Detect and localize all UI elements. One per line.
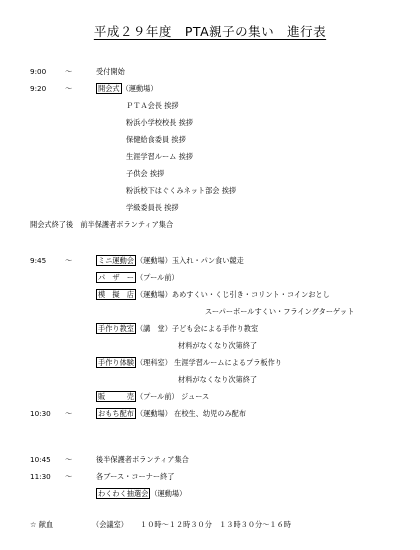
speech-item: 粉浜校下はぐくみネット部会 挨拶 <box>126 186 237 195</box>
booth-row-craft-experience: 手作り体験 （理科室） 生涯学習ルームによるプラ板作り <box>98 358 282 367</box>
dash: ～ <box>65 472 73 481</box>
time-1130: 11:30 <box>30 472 51 481</box>
booth-name-box: パ ザ ー <box>98 273 134 282</box>
speech-item: 生涯学習ルーム 挨拶 <box>126 152 193 161</box>
lottery-box: わくわく抽選会 <box>98 489 149 498</box>
booth-row-stalls-cont: スーパーボールすくい・フライングターゲット <box>205 307 355 316</box>
event-volunteer-gather: 後半保護者ボランティア集合 <box>96 455 189 464</box>
booth-row-bazaar: パ ザ ー （プール前） <box>98 273 179 282</box>
dash: ～ <box>65 67 73 76</box>
blood-donation-times: １０時～１２時３０分 １３時３０分～１６時 <box>140 520 291 529</box>
time-0920: 9:20 <box>30 84 47 93</box>
booth-row-craft-class-note: 材料がなくなり次第終了 <box>178 341 258 350</box>
event-reception: 受付開始 <box>96 67 125 76</box>
time-0900: 9:00 <box>30 67 47 76</box>
blood-donation-mark: ☆ 献血 <box>30 520 54 529</box>
page-title: 平成２９年度 PTA親子の集い 進行表 <box>93 24 327 39</box>
time-1030: 10:30 <box>30 409 51 418</box>
speech-item: 学級委員長 挨拶 <box>126 203 179 212</box>
booth-row-sales: 販 売 （プール前） ジュース <box>98 392 210 401</box>
booth-name-box: おもち配布 <box>98 409 134 418</box>
dash: ～ <box>65 256 73 265</box>
booth-name-box: 手作り教室 <box>98 324 134 333</box>
booth-row-craft-experience-note: 材料がなくなり次第終了 <box>178 375 258 384</box>
booth-name-box: 手作り体験 <box>98 358 134 367</box>
booth-name-box: 販 売 <box>98 392 134 401</box>
blood-donation-location: （会議室） <box>92 520 128 529</box>
time-1045: 10:45 <box>30 455 51 464</box>
dash: ～ <box>65 84 73 93</box>
event-booth-end: 各ブース・コーナー終了 <box>96 472 175 481</box>
booth-row-mini-sports: ミニ運動会 （運動場）玉入れ・パン食い競走 <box>98 256 244 265</box>
speech-item: ＰＴＡ会長 挨拶 <box>126 101 179 110</box>
opening-ceremony-box: 開会式 <box>98 84 120 93</box>
booth-name-box: ミニ運動会 <box>98 256 134 265</box>
after-opening-note: 開会式終了後 前半保護者ボランティア集合 <box>30 220 174 229</box>
speech-item: 保健給食委員 挨拶 <box>126 135 186 144</box>
speech-item: 粉浜小学校校長 挨拶 <box>126 118 193 127</box>
time-0945: 9:45 <box>30 256 47 265</box>
booth-name-box: 模 擬 店 <box>98 290 134 299</box>
booth-row-mochi: おもち配布 （運動場） 在校生、幼児のみ配布 <box>98 409 247 418</box>
speech-item: 子供会 挨拶 <box>126 169 165 178</box>
booth-row-craft-class: 手作り教室 （講 堂）子ども会による手作り教室 <box>98 324 259 333</box>
event-lottery: わくわく抽選会 （運動場） <box>98 489 187 498</box>
booth-row-stalls: 模 擬 店 （運動場）あめすくい・くじ引き・コリント・コインおとし <box>98 290 330 299</box>
dash: ～ <box>65 455 73 464</box>
dash: ～ <box>65 409 73 418</box>
event-opening: 開会式 （運動場） <box>98 84 158 93</box>
